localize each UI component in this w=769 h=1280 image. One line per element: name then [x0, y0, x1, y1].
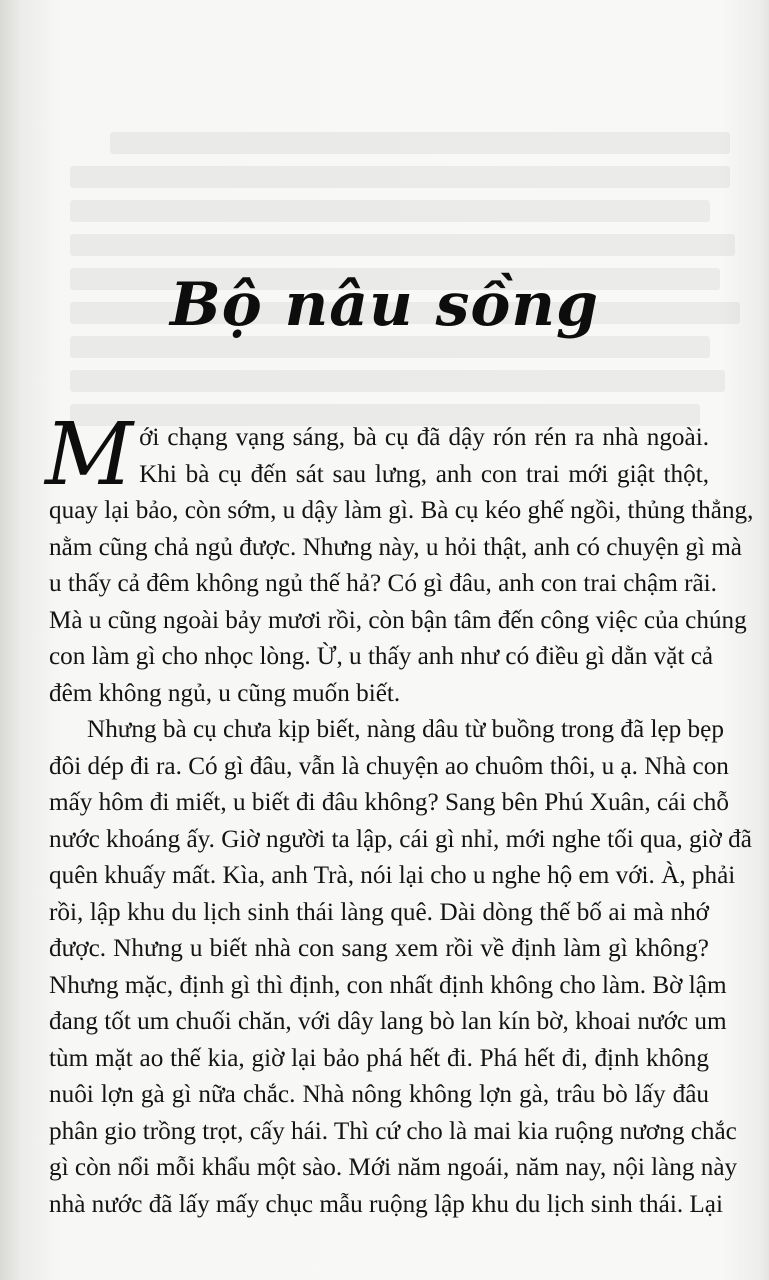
- paragraph-1: [45, 405, 754, 712]
- chapter-title: Bộ nâu sồng: [169, 270, 599, 340]
- text-line: u thấy cả đêm không ngủ thế hả? Có gì đâu, anh con trai chậm rãi.: [49, 570, 717, 597]
- text-line: quên khuấy mất. Kìa, anh Trà, nói lại cho u nghe hộ em với. À, phải: [49, 862, 736, 889]
- text-line: ới chạng vạng sáng, bà cụ đã dậy rón rén ra nhà ngoài.: [139, 424, 709, 451]
- text-line: phân gio trồng trọt, cấy hái. Thì cứ cho là mai kia ruộng nương chắc: [49, 1117, 737, 1145]
- text-line: quay lại bảo, còn sớm, u dậy làm gì. Bà cụ kéo ghế ngồi, thủng thẳng,: [49, 497, 754, 524]
- text-line: nước khoáng ấy. Giờ người ta lập, cái gì nhỉ, mới nghe tối qua, giờ đã: [49, 825, 752, 853]
- body-text: [45, 405, 754, 1223]
- text-line: đang tốt um chuối chăn, với dây lang bò lan kín bờ, khoai nước um: [49, 1008, 727, 1035]
- drop-cap: M: [45, 405, 134, 505]
- text-line: rồi, lập khu du lịch sinh thái làng quê. Dài dòng thế bố ai mà nhớ: [49, 898, 709, 926]
- text-line: tùm mặt ao thế kia, giờ lại bảo phá hết đi. Phá hết đi, định không: [49, 1044, 709, 1072]
- text-line: đêm không ngủ, u cũng muốn biết.: [49, 679, 401, 707]
- text-line: Nhưng mặc, định gì thì định, con nhất định không cho làm. Bờ lậm: [49, 971, 727, 999]
- text-line: nuôi lợn gà gì nữa chắc. Nhà nông không lợn gà, trâu bò lấy đâu: [49, 1081, 709, 1108]
- text-line: nhà nước đã lấy mấy chục mẫu ruộng lập khu du lịch sinh thái. Lại: [49, 1190, 723, 1218]
- paragraph-2: [49, 712, 752, 1223]
- text-line: Mà u cũng ngoài bảy mươi rồi, còn bận tâm đến công việc của chúng: [49, 606, 747, 634]
- text-line: Khi bà cụ đến sát sau lưng, anh con trai mới giật thột,: [139, 460, 709, 488]
- text-line: nằm cũng chả ngủ được. Nhưng này, u hỏi thật, anh có chuyện gì mà: [49, 533, 742, 561]
- text-line: con làm gì cho nhọc lòng. Ừ, u thấy anh như có điều gì dằn vặt cả: [49, 643, 714, 670]
- text-line: đôi dép đi ra. Có gì đâu, vẫn là chuyện ao chuôm thôi, u ạ. Nhà con: [49, 752, 729, 780]
- text-line: được. Nhưng u biết nhà con sang xem rồi về định làm gì không?: [49, 935, 709, 962]
- text-line: Nhưng bà cụ chưa kịp biết, nàng dâu từ buồng trong đã lẹp bẹp: [87, 716, 724, 743]
- text-line: gì còn nổi mỗi khẩu một sào. Mới năm ngoái, năm nay, nội làng này: [49, 1154, 738, 1181]
- text-line: mấy hôm đi miết, u biết đi đâu không? Sang bên Phú Xuân, cái chỗ: [49, 789, 729, 816]
